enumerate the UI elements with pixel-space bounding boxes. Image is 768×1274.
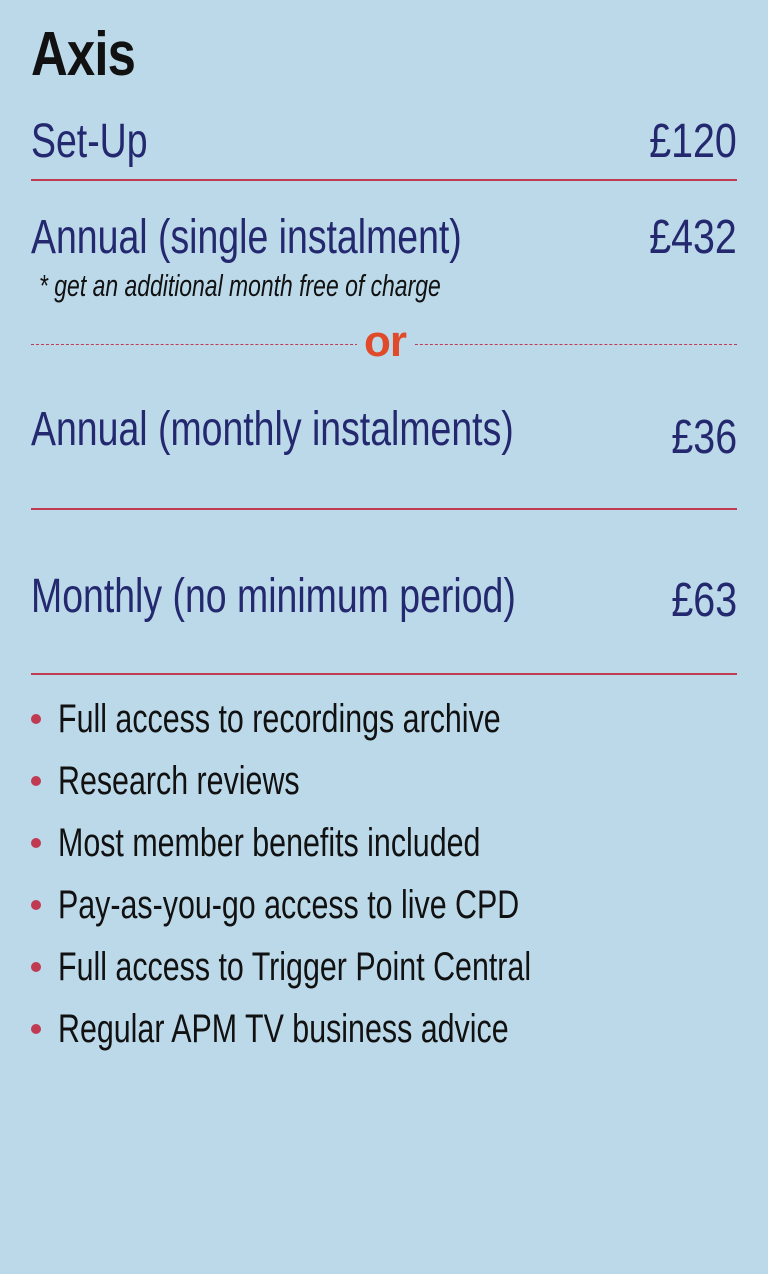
bullet-icon xyxy=(31,776,41,786)
feature-text: Full access to Trigger Point Central xyxy=(58,945,532,989)
price-label: Monthly (no minimum period) xyxy=(31,570,516,623)
divider xyxy=(31,508,737,510)
price-label: Annual (single instalment) xyxy=(31,211,462,264)
feature-text: Full access to recordings archive xyxy=(58,697,501,741)
bullet-icon xyxy=(31,900,41,910)
list-item xyxy=(31,816,680,878)
bullet-icon xyxy=(31,1024,41,1034)
bullet-icon xyxy=(31,714,41,724)
price-value: £63 xyxy=(671,574,737,627)
bullet-icon xyxy=(31,962,41,972)
price-value: £36 xyxy=(671,411,737,464)
feature-text: Pay-as-you-go access to live CPD xyxy=(58,883,520,927)
feature-text: Research reviews xyxy=(58,759,300,803)
list-item xyxy=(31,940,680,1002)
price-label: Annual (monthly instalments) xyxy=(31,403,514,456)
feature-text: Most member benefits included xyxy=(58,821,481,865)
free-month-note: * get an additional month free of charge xyxy=(39,268,441,303)
divider xyxy=(31,673,737,675)
divider xyxy=(31,179,737,181)
or-separator: or xyxy=(357,318,413,366)
feature-list xyxy=(31,692,680,1064)
price-value: £120 xyxy=(649,115,737,168)
list-item xyxy=(31,692,680,754)
list-item xyxy=(31,878,680,940)
feature-text: Regular APM TV business advice xyxy=(58,1007,509,1051)
plan-title: Axis xyxy=(31,20,136,89)
price-value: £432 xyxy=(649,211,737,264)
list-item xyxy=(31,754,680,816)
list-item xyxy=(31,1002,680,1064)
price-label: Set-Up xyxy=(31,115,148,168)
bullet-icon xyxy=(31,838,41,848)
pricing-card xyxy=(31,0,737,1274)
